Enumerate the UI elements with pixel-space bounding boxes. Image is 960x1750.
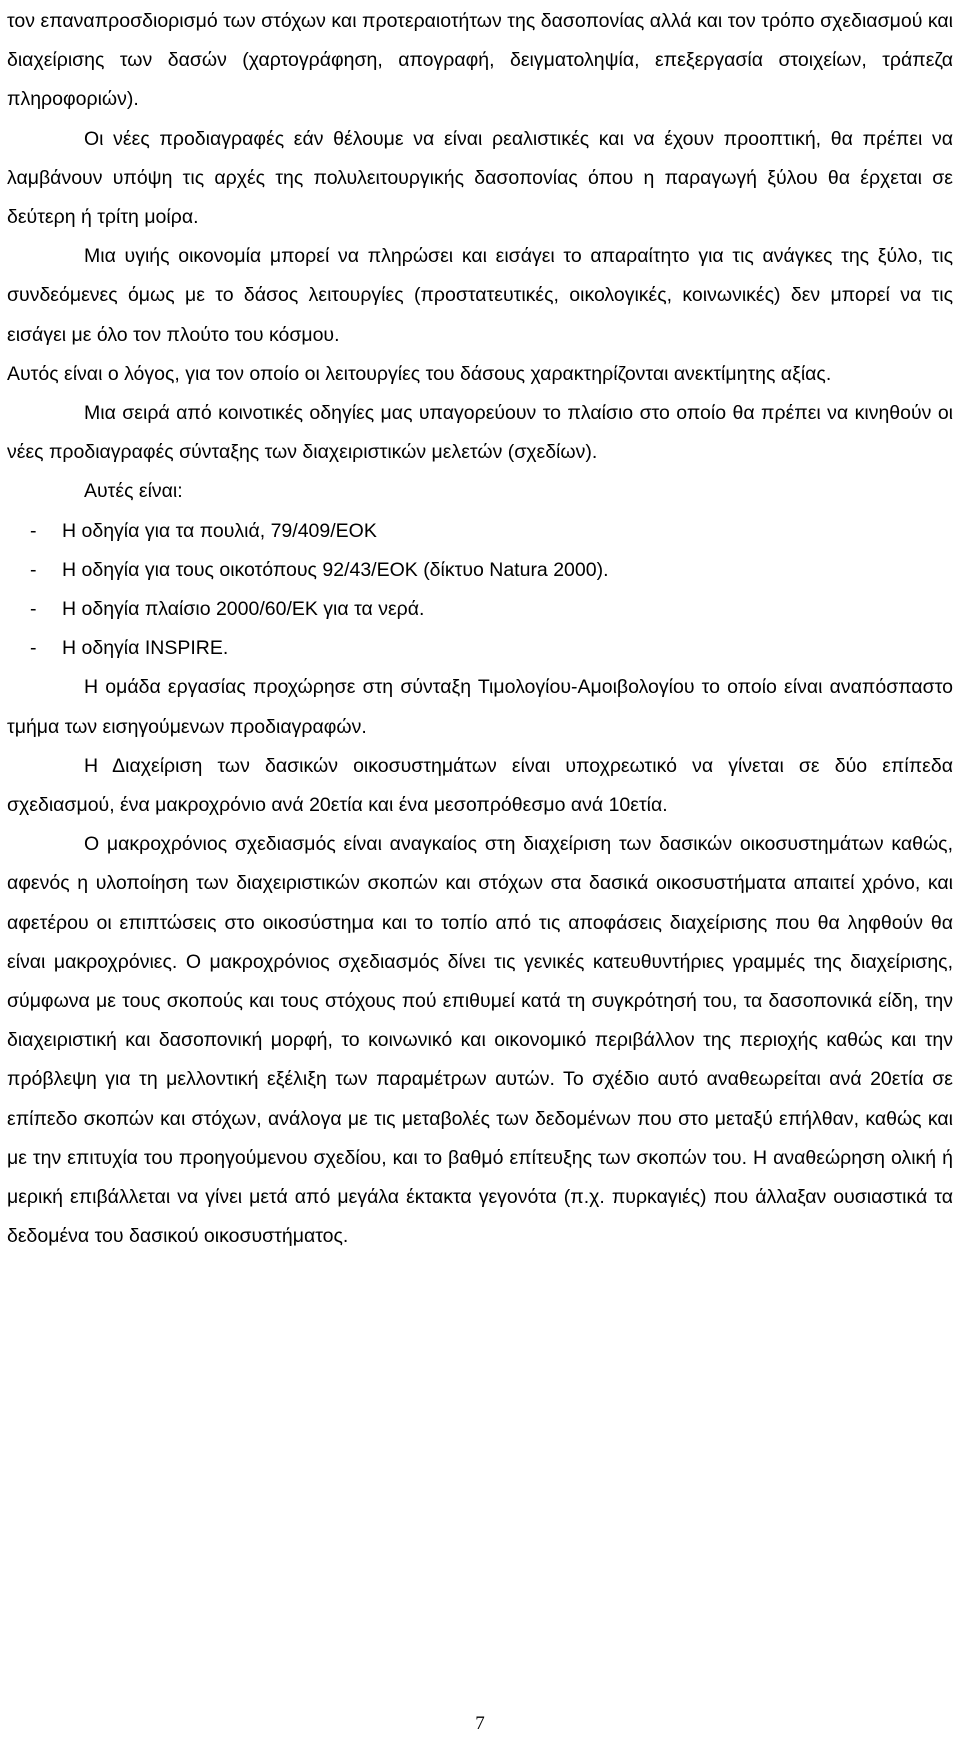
paragraph-2: Οι νέες προδιαγραφές εάν θέλουμε να είναι ρεαλιστικές και να έχουν προοπτική, θα πρέπει να λαμβάνουν υπόψη τις αρχές της πολυλειτουργικής δασοπονίας όπου η παραγωγή ξύλου θα έρχεται σε δεύτερη ή τρίτη μοίρα.	[7, 127, 953, 229]
list-item	[7, 512, 953, 551]
list-item	[7, 629, 953, 668]
paragraph-1: τον επαναπροσδιορισμό των στόχων και προτεραιοτήτων της δασοπονίας αλλά και τον τρόπο σχεδιασμού και διαχείρισης των δασών (χαρτογράφηση, απογραφή, δειγματοληψία, επεξεργασία στοιχείων, τράπεζα πληροφοριών).	[7, 10, 953, 111]
list-dash: -	[30, 598, 37, 621]
directives-list	[7, 512, 953, 669]
list-item-text: Η οδηγία INSPIRE.	[62, 637, 229, 660]
body-text	[7, 2, 953, 1257]
list-item	[7, 590, 953, 629]
list-item-text: Η οδηγία για τους οικοτόπους 92/43/ΕΟΚ (δίκτυο Natura 2000).	[62, 558, 609, 581]
paragraph-5: Μια σειρά από κοινοτικές οδηγίες μας υπαγορεύουν το πλαίσιο στο οποίο θα πρέπει να κινηθούν οι νέες προδιαγραφές σύνταξης των διαχειριστικών μελετών (σχεδίων).	[7, 402, 953, 464]
list-dash: -	[30, 558, 37, 581]
list-item-text: Η οδηγία πλαίσιο 2000/60/ΕΚ για τα νερά.	[62, 598, 425, 621]
paragraph-7: Η Διαχείριση των δασικών οικοσυστημάτων είναι υποχρεωτικό να γίνεται σε δύο επίπεδα σχεδιασμού, ένα μακροχρόνιο ανά 20ετία και ένα μεσοπρόθεσμο ανά 10ετία.	[7, 754, 953, 817]
paragraph-4: Αυτός είναι ο λόγος, για τον οποίο οι λειτουργίες του δάσους χαρακτηρίζονται ανεκτίμητης αξίας.	[7, 362, 832, 385]
list-dash: -	[30, 519, 37, 542]
paragraph-6: Η ομάδα εργασίας προχώρησε στη σύνταξη Τιμολογίου-Αμοιβολογίου το οποίο είναι αναπόσπαστο τμήμα των εισηγούμενων προδιαγραφών.	[7, 676, 953, 738]
list-item-text: Η οδηγία για τα πουλιά, 79/409/ΕΟΚ	[62, 519, 377, 542]
list-item	[7, 551, 953, 590]
paragraph-3: Μια υγιής οικονομία μπορεί να πληρώσει και εισάγει το απαραίτητο για τις ανάγκες της ξύλο, τις συνδεόμενες όμως με το δάσος λειτουργίες (προστατευτικές, οικολογικές, κοινωνικές) δεν μπορεί να τις εισάγει με όλο τον πλούτο του κόσμου.	[7, 245, 953, 346]
paragraph-8: Ο μακροχρόνιος σχεδιασμός είναι αναγκαίος στη διαχείριση των δασικών οικοσυστημάτων καθώς, αφενός η υλοποίηση των διαχειριστικών σκοπών και στόχων στα δασικά οικοσυστήματα απαιτεί χρόνο, και αφετέρου οι επιπτώσεις στο οικοσύστημα και το τοπίο από τις αποφάσεις διαχείρισης που θα ληφθούν θα είναι μακροχρόνιες. Ο μακροχρόνιος σχεδιασμός δίνει τις γενικές κατευθυντήριες γραμμές της διαχείρισης, σύμφωνα με τους σκοπούς και τους στόχους πού επιθυμεί κατά τη συγκρότησή του, τα δασοπονικά είδη, την διαχειριστική και δασοπονική μορφή, το κοινωνικό και οικονομικό περιβάλλον της περιοχής καθώς και την πρόβλεψη για τη μελλοντική εξέλιξη των παραμέτρων αυτών. Το σχέδιο αυτό αναθεωρείται ανά 20ετία σε επίπεδο σκοπών και στόχων, ανάλογα με τις μεταβολές των δεδομένων που στο μεταξύ επήλθαν, καθώς και με την επιτυχία του προηγούμενου σχεδίου, και το βαθμό επίτευξης των σκοπών του. Η αναθεώρηση ολική ή μερική επιβάλλεται να γίνει μετά από μεγάλα έκτακτα γεγονότα (π.χ. πυρκαγιές) που άλλαξαν ουσιαστικά τα δεδομένα του δασικού οικοσυστήματος.	[7, 833, 953, 1248]
list-dash: -	[30, 637, 37, 660]
page-number: 7	[475, 1713, 485, 1734]
paragraph-list-intro: Αυτές είναι:	[84, 480, 183, 503]
